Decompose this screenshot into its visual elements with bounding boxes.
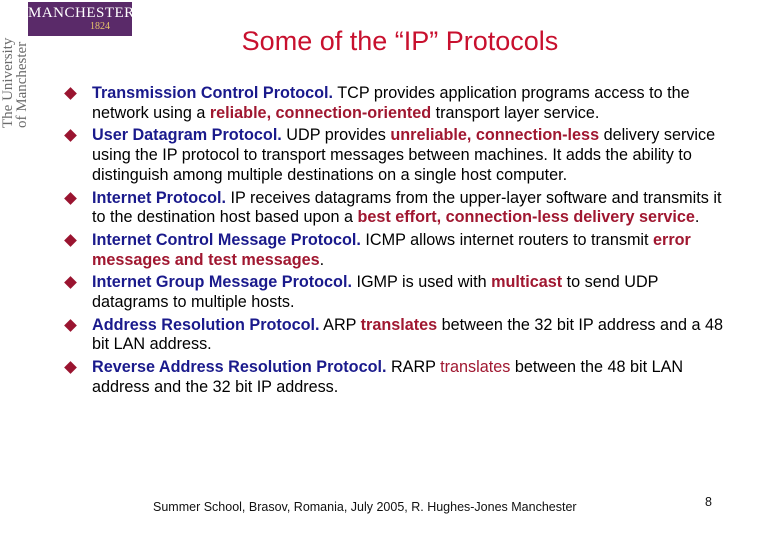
- highlight-text: translates: [440, 358, 511, 377]
- list-item-rarp: [66, 358, 726, 397]
- protocol-description: TCP provides application programs access to the network using a: [92, 84, 690, 122]
- highlight-text: unreliable, connection-less: [390, 126, 600, 145]
- diamond-bullet-icon: [64, 192, 77, 205]
- slide-title: Some of the “IP” Protocols: [241, 26, 559, 56]
- highlight-text: reliable, connection-oriented: [209, 103, 432, 122]
- logo-year: 1824: [90, 21, 110, 32]
- highlight-text: error messages and test messages: [92, 230, 691, 269]
- university-logo: [28, 2, 135, 36]
- protocol-description-end: .: [694, 208, 700, 227]
- protocol-term: Internet Protocol.: [92, 188, 227, 207]
- vertical-name-line-2: of Manchester: [14, 41, 30, 128]
- diamond-bullet-icon: [64, 234, 77, 247]
- list-item-ip: [66, 189, 726, 228]
- protocol-description-end: between the 32 bit IP address and a 48 bit LAN address.: [92, 315, 724, 354]
- vertical-university-name: [0, 20, 30, 130]
- protocol-description-end: .: [319, 250, 325, 269]
- list-item-arp: [66, 316, 726, 355]
- protocol-term: Reverse Address Resolution Protocol.: [92, 358, 387, 377]
- protocol-description: RARP: [386, 358, 441, 377]
- diamond-bullet-icon: [64, 87, 77, 100]
- protocol-description: IGMP is used with: [351, 273, 492, 292]
- page-number: 8: [705, 495, 712, 509]
- protocol-description: ICMP allows internet routers to transmit: [360, 230, 654, 249]
- protocol-description: IP receives datagrams from the upper-layer software and transmits it to the destination host based upon a: [92, 188, 722, 227]
- protocol-description-end: transport layer service.: [431, 103, 600, 122]
- protocol-description-end: delivery service using the IP protocol to transport messages between machines. It adds the ability to distinguish among multiple destinations on a single host computer.: [92, 126, 716, 184]
- highlight-text: best effort, connection-less delivery service: [357, 208, 695, 227]
- diamond-bullet-icon: [64, 319, 77, 332]
- list-item-udp: [66, 126, 726, 185]
- highlight-text: translates: [360, 315, 438, 334]
- list-item-igmp: [66, 273, 726, 312]
- list-item-icmp: [66, 231, 726, 270]
- protocol-term: Internet Group Message Protocol.: [92, 273, 352, 292]
- protocol-term: User Datagram Protocol.: [92, 126, 282, 145]
- protocol-term: Address Resolution Protocol.: [92, 315, 320, 334]
- diamond-bullet-icon: [64, 361, 77, 374]
- protocol-description: ARP: [319, 315, 361, 334]
- diamond-bullet-icon: [64, 276, 77, 289]
- protocol-description-end: to send UDP datagrams to multiple hosts.: [92, 273, 659, 312]
- protocol-list: [66, 84, 726, 401]
- highlight-text: multicast: [491, 273, 563, 292]
- diamond-bullet-icon: [64, 130, 77, 143]
- vertical-name-line-1: The University: [0, 37, 16, 128]
- protocol-description: UDP provides: [281, 126, 391, 145]
- logo-word: MANCHESTER: [28, 5, 135, 21]
- list-item-tcp: [66, 84, 726, 123]
- protocol-description-end: between the 48 bit LAN address and the 32 bit IP address.: [92, 358, 684, 396]
- slide-footer: Summer School, Brasov, Romania, July 2005, R. Hughes-Jones Manchester: [153, 500, 577, 514]
- protocol-term: Transmission Control Protocol.: [92, 84, 334, 102]
- protocol-term: Internet Control Message Protocol.: [92, 230, 361, 249]
